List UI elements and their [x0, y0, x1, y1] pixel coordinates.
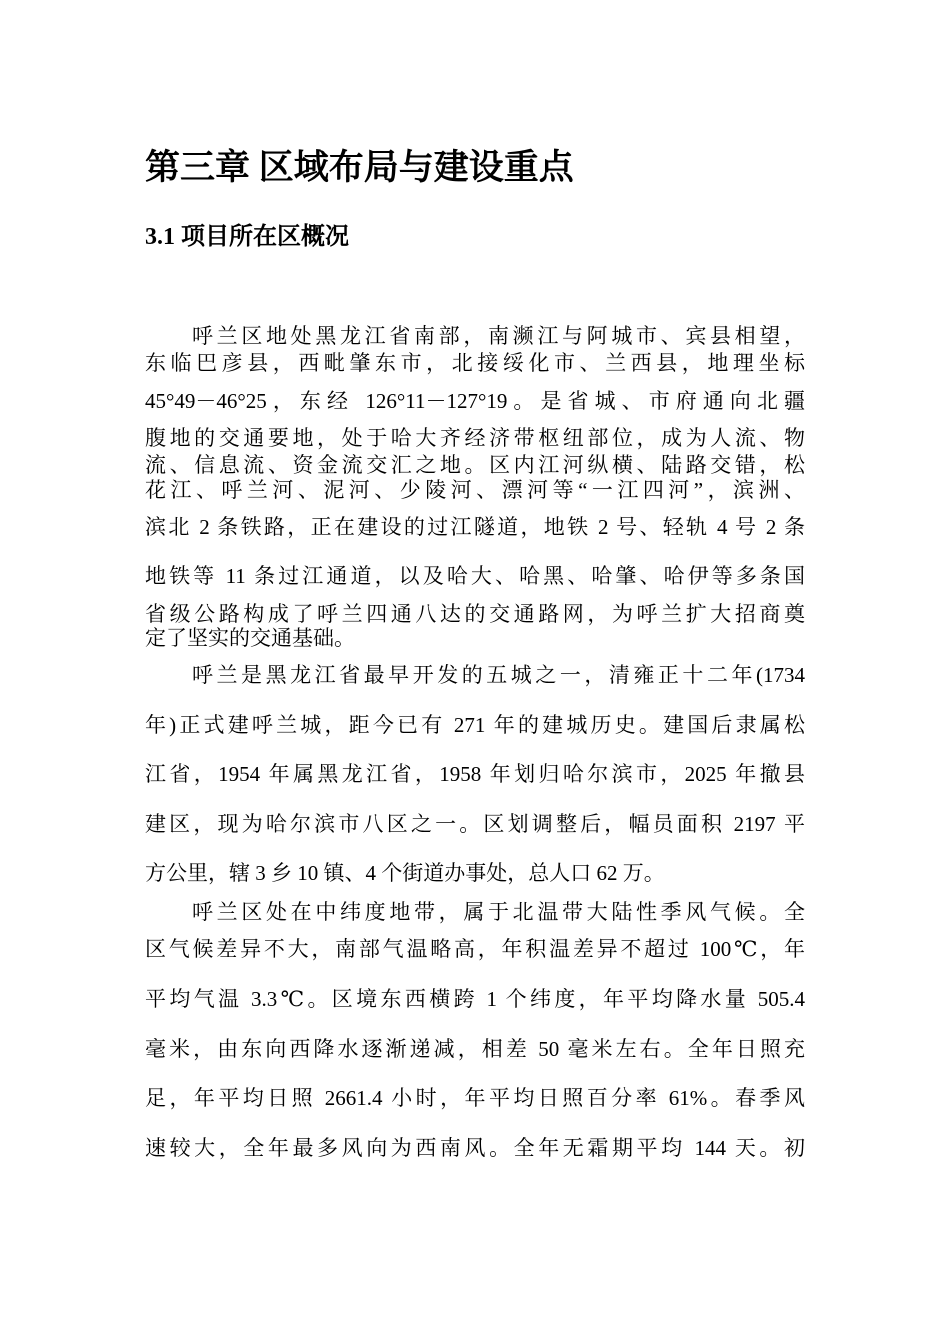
- text-line: 省级公路构成了呼兰四通八达的交通路网，为呼兰扩大招商奠: [145, 602, 805, 626]
- text-line: 流、信息流、资金流交汇之地。区内江河纵横、陆路交错，松: [145, 453, 805, 477]
- text-line: 呼兰区处在中纬度地带，属于北温带大陆性季风气候。全: [192, 900, 805, 924]
- text-line: 东临巴彦县，西毗肇东市，北接绥化市、兰西县，地理坐标: [145, 351, 805, 375]
- text-line: 平均气温 3.3℃。区境东西横跨 1 个纬度，年平均降水量 505.4: [145, 987, 805, 1011]
- text-line: 地铁等 11 条过江通道，以及哈大、哈黑、哈肇、哈伊等多条国: [145, 564, 805, 588]
- text-line: 速较大，全年最多风向为西南风。全年无霜期平均 144 天。初: [145, 1136, 805, 1160]
- chapter-title: 第三章 区域布局与建设重点: [145, 148, 574, 187]
- text-line: 滨北 2 条铁路，正在建设的过江隧道，地铁 2 号、轻轨 4 号 2 条: [145, 515, 805, 539]
- section-title: 3.1 项目所在区概况: [145, 224, 349, 250]
- text-line: 足，年平均日照 2661.4 小时，年平均日照百分率 61%。春季风: [145, 1086, 805, 1110]
- text-line: 建区，现为哈尔滨市八区之一。区划调整后，幅员面积 2197 平: [145, 812, 805, 836]
- text-line: 年)正式建呼兰城，距今已有 271 年的建城历史。建国后隶属松: [145, 713, 805, 737]
- text-line: 方公里，辖 3 乡 10 镇、4 个街道办事处，总人口 62 万。: [145, 861, 665, 885]
- text-line: 区气候差异不大，南部气温略高，年积温差异不超过 100℃，年: [145, 937, 805, 961]
- text-line: 毫米，由东向西降水逐渐递减，相差 50 毫米左右。全年日照充: [145, 1037, 805, 1061]
- text-line: 定了坚实的交通基础。: [145, 626, 355, 650]
- text-line: 花江、呼兰河、泥河、少陵河、漂河等“一江四河”，滨洲、: [145, 478, 805, 502]
- text-line: 腹地的交通要地，处于哈大齐经济带枢纽部位，成为人流、物: [145, 426, 805, 450]
- text-line: 45°49－46°25，东经 126°11－127°19。是省城、市府通向北疆: [145, 389, 805, 413]
- text-line: 呼兰区地处黑龙江省南部，南濒江与阿城市、宾县相望，: [192, 324, 805, 348]
- text-line: 江省，1954 年属黑龙江省，1958 年划归哈尔滨市，2025 年撤县: [145, 762, 805, 786]
- text-line: 呼兰是黑龙江省最早开发的五城之一，清雍正十二年(1734: [192, 663, 805, 687]
